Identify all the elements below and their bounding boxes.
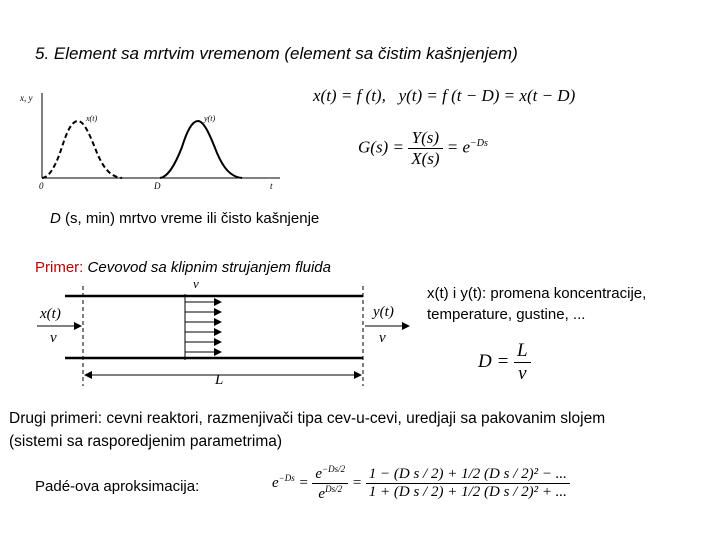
pade-fraction-series: [366, 466, 570, 501]
page-title: 5. Element sa mrtvim vremenom (element sa čistim kašnjenjem): [35, 44, 518, 63]
tf-fraction: [408, 128, 442, 169]
pipe-velocity-label: v: [193, 276, 199, 291]
pipe-outlet-label: y(t): [373, 304, 394, 320]
curve-label-x: x(t): [86, 114, 98, 123]
xy-and: i: [452, 285, 457, 302]
pipe-inlet-velocity: v: [50, 330, 57, 346]
pade-f2-denominator: 1 + (D s / 2) + 1/2 (D s / 2)² + ...: [368, 484, 567, 500]
delay-eq-numerator: L: [514, 340, 531, 363]
example-text: Cevovod sa klipnim strujanjem fluida: [87, 259, 331, 276]
delay-eq-fraction: [514, 340, 531, 385]
axis-label-xy: x, y: [20, 93, 33, 103]
tf-exponent: −Ds: [470, 137, 488, 149]
delay-tick-label: D: [154, 181, 161, 191]
other-examples-line1: Drugi primeri: cevni reaktori, razmenjivači tipa cev-u-cevi, uredjaji sa pakovanim slojem: [9, 410, 606, 427]
tf-lhs: G(s) =: [358, 137, 404, 157]
delay-eq-lhs: D =: [478, 350, 510, 372]
equation-io: [313, 86, 575, 106]
pade-f2-numerator: 1 − (D s / 2) + 1/2 (D s / 2)² − ...: [366, 466, 570, 484]
xy-y: y(t): [460, 285, 483, 302]
origin-label: 0: [39, 181, 44, 191]
xy-description-line1: [427, 283, 646, 304]
delay-description: [50, 210, 319, 227]
pade-e-exp: −Ds: [278, 472, 295, 483]
pipe-length-label: L: [215, 372, 224, 388]
xy-x: x(t): [427, 285, 449, 302]
delay-graph: [20, 85, 290, 195]
pade-e: e: [272, 474, 279, 491]
other-examples-line2: (sistemi sa rasporedjenim parametrima): [9, 433, 283, 450]
xy-rest: : promena koncentracije,: [482, 285, 647, 302]
time-axis-label: t: [270, 181, 273, 191]
pade-f1-denominator: $e^{Ds/2}$: [318, 484, 343, 502]
example-line: [35, 259, 331, 276]
other-examples: [9, 407, 605, 453]
delay-eq-denominator: v: [518, 363, 527, 384]
curve-label-y: y(t): [204, 114, 216, 123]
equation-y: y(t) = f (t − D) = x(t − D): [398, 86, 576, 105]
xy-description: [427, 283, 646, 325]
pipe-inlet-label: x(t): [40, 306, 61, 322]
pade-eq-2: =: [351, 474, 362, 491]
tf-numerator: Y(s): [408, 128, 442, 149]
equation-transfer-function: [358, 128, 488, 169]
pade-eq-1: =: [298, 474, 309, 491]
output-curve-y: [160, 121, 242, 178]
xy-description-line2: temperature, gustine, ...: [427, 306, 586, 323]
example-label: Primer:: [35, 259, 84, 276]
pipe-outlet-velocity: v: [379, 330, 386, 346]
tf-rhs: = e: [446, 137, 471, 157]
pade-equation: [272, 464, 570, 503]
pade-f1-numerator: $e^{-Ds/2}$: [312, 464, 348, 484]
tf-denominator: X(s): [411, 149, 440, 168]
pade-label: Padé-ova aproksimacija:: [35, 478, 200, 495]
delay-text: (s, min) mrtvo vreme ili čisto kašnjenje: [65, 210, 320, 227]
pade-fraction-exp: [312, 464, 348, 503]
equation-x: x(t) = f (t),: [313, 86, 386, 105]
delay-symbol: D: [50, 210, 61, 227]
equation-delay: [478, 340, 531, 385]
pipe-diagram: [25, 276, 415, 391]
input-curve-x: [42, 121, 122, 178]
